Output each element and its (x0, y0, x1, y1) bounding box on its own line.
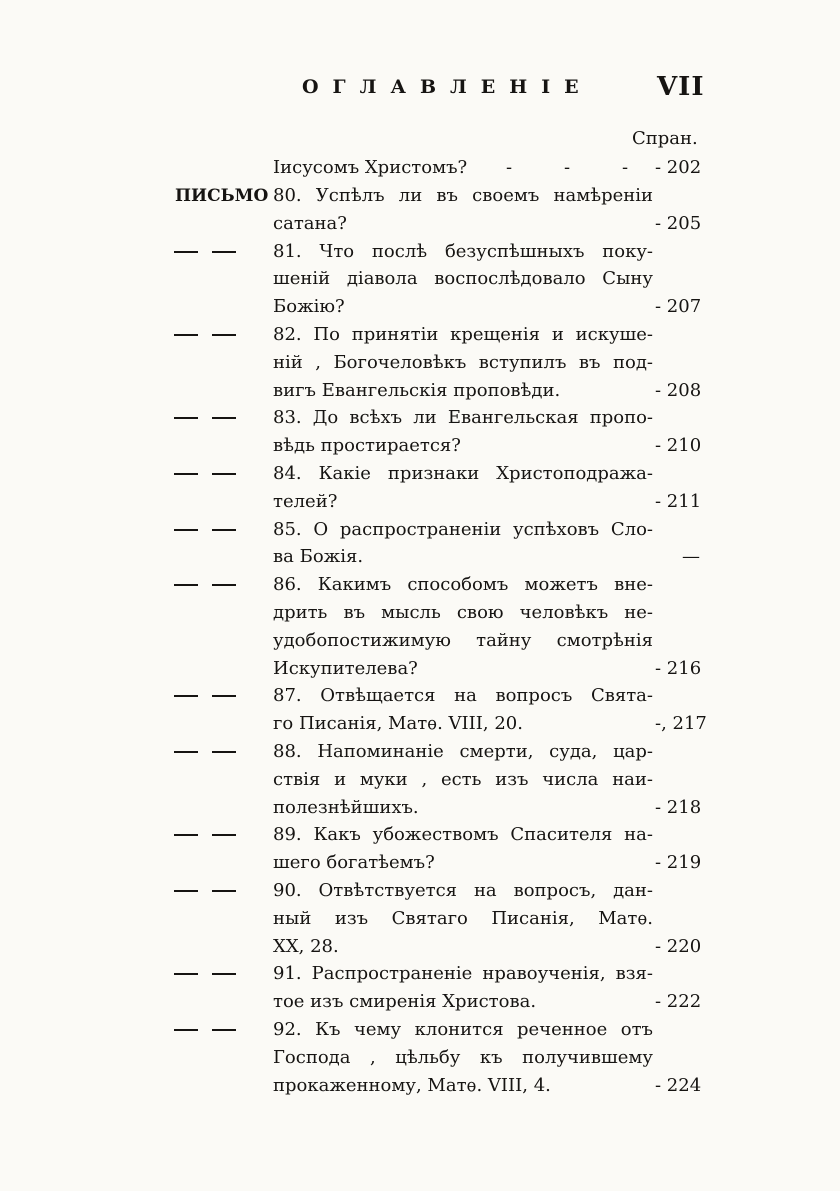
entry-text-line: тое изъ смиренія Христова. (273, 991, 537, 1013)
entry-text-first-line: 80. Успѣлъ ли въ своемъ намѣреніи (273, 185, 653, 206)
page-number: VII (657, 72, 705, 102)
entry-text-line: телей? (273, 490, 338, 512)
entry-prefix-dashes (174, 819, 252, 851)
entry-text-line: ній , Богочеловѣкъ вступилъ въ под- (273, 351, 653, 373)
entry-text-line: вѣдь простирается? (273, 435, 461, 457)
continuation-page: - 202 (655, 157, 702, 178)
entry-text-line: Господа , цѣльбу къ получившему (273, 1046, 653, 1068)
entry-text-first-line: 87. Отвѣщается на вопросъ Свята- (273, 685, 653, 707)
entry-page-number: - 216 (655, 657, 702, 679)
entry-prefix-dashes (174, 569, 252, 601)
entry-text-first-line: 81. Что послѣ безуспѣшныхъ поку- (273, 240, 653, 262)
entry-text-line: ный изъ Святаго Писанія, Матѳ. (273, 907, 653, 929)
entry-text-first-line: 91. Распространеніе нравоученія, взя- (273, 963, 653, 985)
leader-dots: - - - (505, 157, 629, 178)
entry-text-first-line: 84. Какіе признаки Христоподража- (273, 463, 653, 484)
entry-text-first-line: 92. Къ чему клонится реченное отъ (273, 1019, 653, 1040)
entry-text-line: сатана? (273, 212, 347, 234)
entry-prefix-dashes (174, 319, 252, 351)
continuation-text: Іисусомъ Христомъ? (273, 157, 468, 178)
entry-text-line: шеній діавола воспослѣдовало Сыну (273, 268, 653, 290)
entry-text-line: XX, 28. (273, 935, 339, 957)
entry-text-line: удобопостижимую тайну смотрѣнія (273, 629, 653, 651)
entry-page-number: - 208 (655, 379, 702, 401)
entry-page-number: - 210 (655, 435, 702, 457)
entry-page-number: - 224 (655, 1074, 702, 1096)
entry-prefix-dashes (174, 458, 252, 490)
entry-text-first-line: 89. Какъ убожествомъ Спасителя на- (273, 824, 653, 846)
entry-text-line: ва Божія. (273, 546, 364, 568)
entry-prefix: ПИСЬМО (175, 186, 269, 206)
entry-text-line: Искупителева? (273, 657, 418, 679)
entry-page-number: - 205 (655, 212, 702, 234)
entry-prefix-dashes (174, 1014, 252, 1046)
entry-text-line: полезнѣйшихъ. (273, 796, 419, 818)
entry-prefix-dashes (174, 736, 252, 768)
entry-text-line: Божію? (273, 296, 345, 318)
entry-text-first-line: 83. До всѣхъ ли Евангельская пропо- (273, 407, 653, 429)
page-header-title: ОГЛАВЛЕНІЕ (302, 76, 593, 98)
entry-page-number: - 218 (655, 796, 702, 818)
entry-text-line: го Писанія, Матѳ. VIII, 20. (273, 713, 523, 735)
entry-prefix-dashes (174, 680, 252, 712)
entry-text-line: дрить въ мысль свою человѣкъ не- (273, 602, 653, 623)
entry-page-number: - 211 (655, 490, 702, 512)
page-column-label: Спран. (632, 128, 698, 149)
entry-text-line: прокаженному, Матѳ. VIII, 4. (273, 1074, 551, 1096)
entry-page-number: - 222 (655, 991, 702, 1013)
entry-prefix-dashes (174, 236, 252, 268)
entry-page-number: -, 217 (655, 713, 707, 735)
entry-prefix-dashes (174, 875, 252, 907)
entry-text-line: ствія и муки , есть изъ числа наи- (273, 768, 653, 790)
entry-page-number: - 219 (655, 852, 702, 874)
entry-text-first-line: 88. Напоминаніе смерти, суда, цар- (273, 741, 653, 762)
entry-text-line: шего богатѣемъ? (273, 852, 435, 874)
entry-text-first-line: 82. По принятіи крещенія и искуше- (273, 324, 653, 345)
entry-text-first-line: 85. О распространеніи успѣховъ Сло- (273, 518, 653, 540)
entry-text-first-line: 90. Отвѣтствуется на вопросъ, дан- (273, 880, 653, 901)
entry-prefix-dashes (174, 514, 252, 546)
entry-prefix-dashes (174, 958, 252, 990)
entry-page-number: - 220 (655, 935, 702, 957)
entry-text-line: вигъ Евангельскія проповѣди. (273, 379, 561, 401)
entry-page-number: — (682, 546, 700, 568)
entry-page-number: - 207 (655, 296, 702, 318)
entry-text-first-line: 86. Какимъ способомъ можетъ вне- (273, 574, 653, 596)
entry-prefix-dashes (174, 402, 252, 434)
